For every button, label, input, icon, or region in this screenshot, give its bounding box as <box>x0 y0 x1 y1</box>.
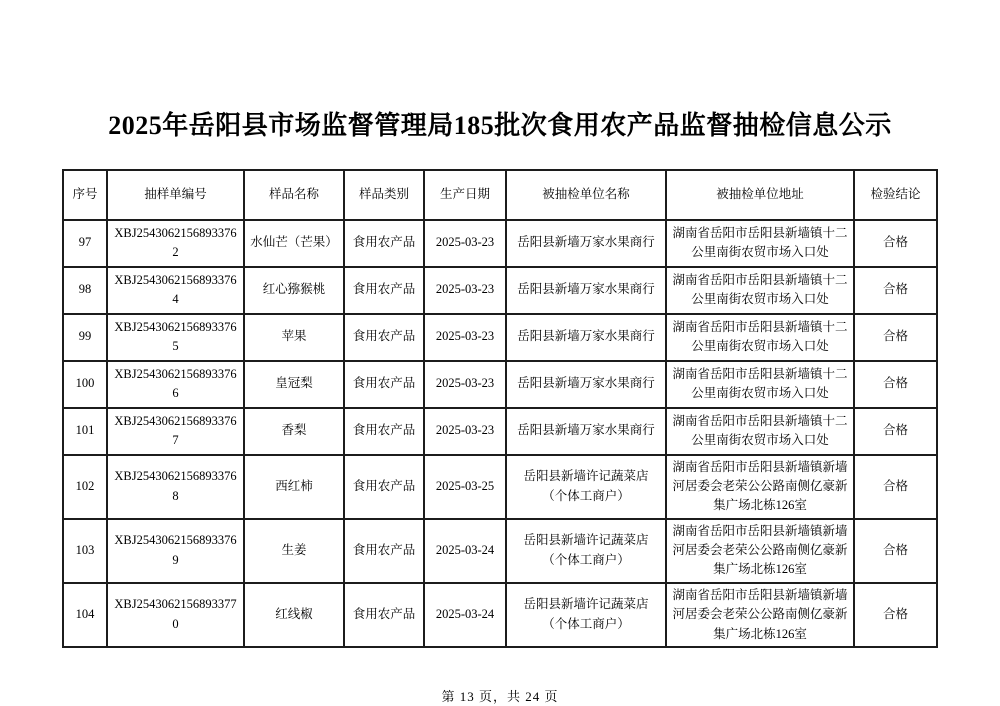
page-title: 2025年岳阳县市场监督管理局185批次食用农产品监督抽检信息公示 <box>108 111 892 140</box>
table-cell: 2025-03-24 <box>424 583 506 647</box>
table-cell: XBJ25430621568933769 <box>107 519 244 583</box>
table-cell: 湖南省岳阳市岳阳县新墙镇十二公里南街农贸市场入口处 <box>666 314 854 361</box>
table-cell: 2025-03-23 <box>424 314 506 361</box>
table-cell: XBJ25430621568933764 <box>107 267 244 314</box>
table-cell: 岳阳县新墙许记蔬菜店（个体工商户） <box>506 519 666 583</box>
table-row <box>63 361 937 408</box>
table-cell: 岳阳县新墙万家水果商行 <box>506 314 666 361</box>
table-cell: 岳阳县新墙万家水果商行 <box>506 220 666 267</box>
column-header: 抽样单编号 <box>107 170 244 220</box>
table-cell: 合格 <box>854 314 937 361</box>
table-cell: 湖南省岳阳市岳阳县新墙镇十二公里南街农贸市场入口处 <box>666 361 854 408</box>
table-cell: 湖南省岳阳市岳阳县新墙镇十二公里南街农贸市场入口处 <box>666 408 854 455</box>
table-cell: 湖南省岳阳市岳阳县新墙镇新墙河居委会老荣公公路南侧亿豪新集广场北栋126室 <box>666 583 854 647</box>
column-header: 样品类别 <box>344 170 424 220</box>
table-cell: 岳阳县新墙万家水果商行 <box>506 408 666 455</box>
table-cell: 102 <box>63 455 107 519</box>
table-cell: 2025-03-23 <box>424 361 506 408</box>
table-cell: XBJ25430621568933766 <box>107 361 244 408</box>
column-header: 被抽检单位地址 <box>666 170 854 220</box>
table-row <box>63 455 937 519</box>
table-cell: 水仙芒（芒果） <box>244 220 344 267</box>
table-row <box>63 408 937 455</box>
table-cell: 香梨 <box>244 408 344 455</box>
table-cell: 合格 <box>854 583 937 647</box>
table-cell: 合格 <box>854 361 937 408</box>
table-cell: 97 <box>63 220 107 267</box>
table-cell: 岳阳县新墙万家水果商行 <box>506 361 666 408</box>
table-row <box>63 314 937 361</box>
table-cell: 食用农产品 <box>344 455 424 519</box>
column-header: 生产日期 <box>424 170 506 220</box>
table-cell: 2025-03-23 <box>424 220 506 267</box>
column-header: 样品名称 <box>244 170 344 220</box>
table-body <box>63 220 937 647</box>
table-cell: 食用农产品 <box>344 583 424 647</box>
table-cell: 食用农产品 <box>344 314 424 361</box>
column-header: 检验结论 <box>854 170 937 220</box>
table-cell: 红心猕猴桃 <box>244 267 344 314</box>
table-cell: 103 <box>63 519 107 583</box>
table-cell: XBJ25430621568933770 <box>107 583 244 647</box>
table-row <box>63 519 937 583</box>
table-cell: 100 <box>63 361 107 408</box>
table-cell: 食用农产品 <box>344 361 424 408</box>
table-row <box>63 267 937 314</box>
table-cell: 湖南省岳阳市岳阳县新墙镇十二公里南街农贸市场入口处 <box>666 220 854 267</box>
table-cell: 食用农产品 <box>344 267 424 314</box>
table-cell: 生姜 <box>244 519 344 583</box>
table-cell: 104 <box>63 583 107 647</box>
table-cell: 食用农产品 <box>344 519 424 583</box>
table-cell: 合格 <box>854 408 937 455</box>
table-cell: 岳阳县新墙万家水果商行 <box>506 267 666 314</box>
table-row <box>63 220 937 267</box>
table-header-row <box>63 170 937 220</box>
table-cell: 红线椒 <box>244 583 344 647</box>
table-cell: 2025-03-23 <box>424 267 506 314</box>
table-header <box>63 170 937 220</box>
table-cell: 合格 <box>854 455 937 519</box>
table-cell: 98 <box>63 267 107 314</box>
table-cell: 101 <box>63 408 107 455</box>
table-cell: 西红柿 <box>244 455 344 519</box>
table-cell: 2025-03-23 <box>424 408 506 455</box>
table-cell: 皇冠梨 <box>244 361 344 408</box>
table-cell: XBJ25430621568933762 <box>107 220 244 267</box>
table-cell: 食用农产品 <box>344 408 424 455</box>
table-cell: 合格 <box>854 519 937 583</box>
table-cell: XBJ25430621568933767 <box>107 408 244 455</box>
table-cell: 2025-03-24 <box>424 519 506 583</box>
table-cell: 食用农产品 <box>344 220 424 267</box>
table-cell: 湖南省岳阳市岳阳县新墙镇新墙河居委会老荣公公路南侧亿豪新集广场北栋126室 <box>666 519 854 583</box>
table-cell: 合格 <box>854 220 937 267</box>
column-header: 序号 <box>63 170 107 220</box>
inspection-results-table <box>62 169 938 648</box>
table-cell: 苹果 <box>244 314 344 361</box>
table-cell: 岳阳县新墙许记蔬菜店（个体工商户） <box>506 583 666 647</box>
table-cell: 湖南省岳阳市岳阳县新墙镇十二公里南街农贸市场入口处 <box>666 267 854 314</box>
table-cell: XBJ25430621568933768 <box>107 455 244 519</box>
table-cell: 99 <box>63 314 107 361</box>
column-header: 被抽检单位名称 <box>506 170 666 220</box>
table-row <box>63 583 937 647</box>
table-cell: 合格 <box>854 267 937 314</box>
page-number-footer: 第 13 页，共 24 页 <box>441 688 559 704</box>
table-cell: XBJ25430621568933765 <box>107 314 244 361</box>
table-cell: 湖南省岳阳市岳阳县新墙镇新墙河居委会老荣公公路南侧亿豪新集广场北栋126室 <box>666 455 854 519</box>
table-cell: 2025-03-25 <box>424 455 506 519</box>
table-cell: 岳阳县新墙许记蔬菜店（个体工商户） <box>506 455 666 519</box>
